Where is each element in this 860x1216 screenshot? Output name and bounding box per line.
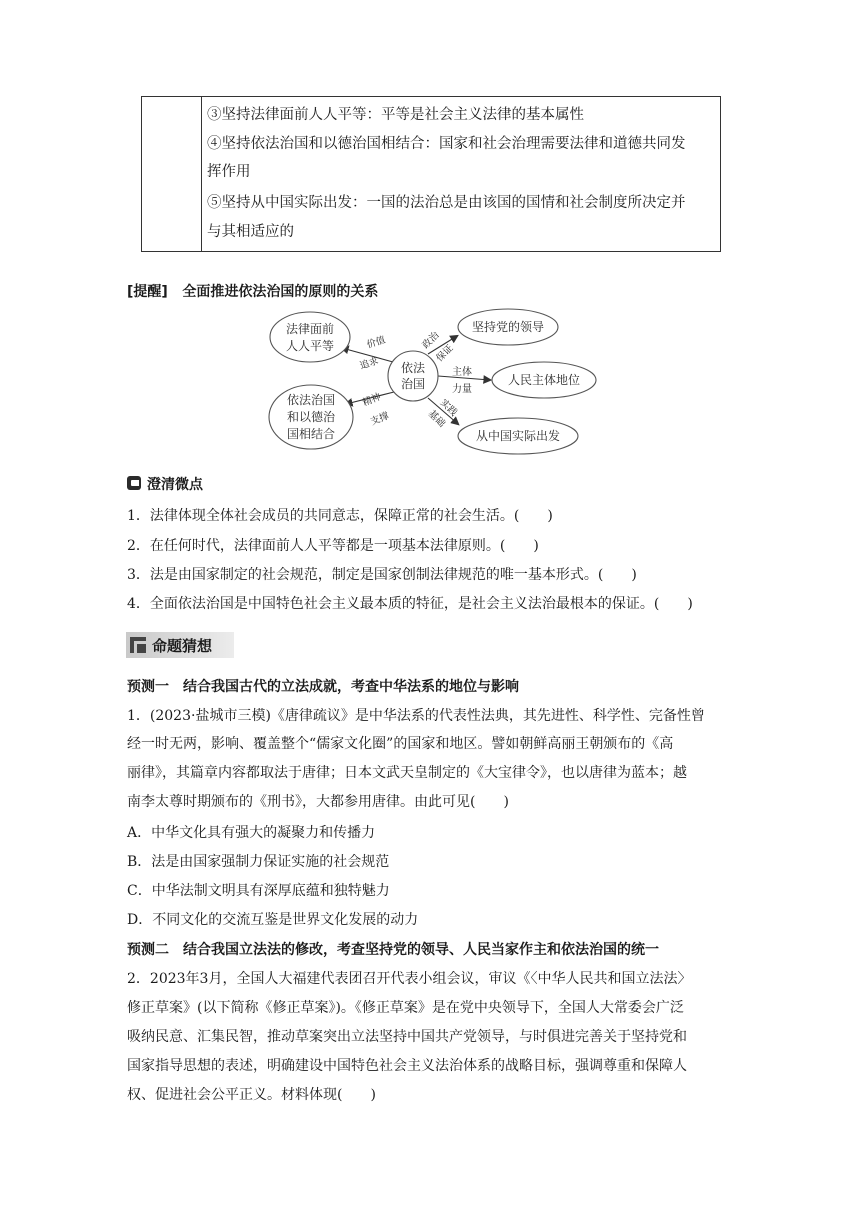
node-label: 国相结合	[286, 427, 336, 441]
clarify-item: 1．法律体现全体社会成员的共同意志，保障正常的社会生活。( )	[127, 508, 553, 524]
node-equality	[270, 312, 350, 362]
question-line: 经一时无两，影响、覆盖整个“儒家文化圈”的国家和地区。譬如朝鲜高丽王朝颁布的《高	[127, 736, 674, 752]
table-line: ③坚持法律面前人人平等：平等是社会主义法律的基本属性	[207, 107, 584, 123]
principles-relationship-diagram	[0, 0, 860, 470]
answer-option: B．法是由国家强制力保证实施的社会规范	[127, 854, 390, 870]
question-line: 吸纳民意、汇集民智，推动草案突出立法坚持中国共产党领导，与时俱进完善关于坚持党和	[127, 1029, 687, 1045]
edge-label: 价值	[365, 334, 388, 351]
table-line: 挥作用	[207, 164, 251, 180]
edge-label: 力量	[452, 384, 472, 395]
table-line: ④坚持依法治国和以德治国相结合：国家和社会治理需要法律和道德共同发	[207, 136, 686, 152]
clarify-item: 3．法是由国家制定的社会规范，制定是国家创制法律规范的唯一基本形式。( )	[127, 567, 637, 583]
table-line: ⑤坚持从中国实际出发：一国的法治总是由该国的国情和社会制度所决定并	[207, 195, 686, 211]
node-label: 依法	[400, 361, 426, 375]
question-line: 国家指导思想的表述，明确建设中国特色社会主义法治体系的战略目标，强调尊重和保障人	[127, 1058, 687, 1074]
question-line: 2．2023年3月，全国人大福建代表团召开代表小组会议，审议《〈中华人民共和国立法法〉	[127, 971, 692, 987]
question-line: 丽律》，其篇章内容都取法于唐律；日本文武天皇制定的《大宝律令》，也以唐律为蓝本；越	[127, 765, 687, 781]
node-rule-of-law	[388, 351, 438, 401]
prediction-2-title: 预测二 结合我国立法法的修改，考查坚持党的领导、人民当家作主和依法治国的统一	[127, 942, 659, 958]
reminder-title: 全面推进依法治国的原则的关系	[182, 284, 379, 300]
node-label: 治国	[400, 377, 426, 391]
edge-label: 实践	[437, 397, 460, 419]
node-label: 依法治国	[286, 393, 336, 407]
question-line: 1．(2023·盐城市三模)《唐律疏议》是中华法系的代表性法典，其先进性、科学性、完备性曾	[127, 708, 705, 724]
clarify-item: 4．全面依法治国是中国特色社会主义最本质的特征，是社会主义法治最根本的保证。( )	[127, 596, 693, 612]
clarify-title: 澄清微点	[147, 477, 203, 493]
edge-label: 支撑	[369, 410, 391, 428]
section-title: 命题猜想	[152, 637, 213, 655]
section-banner	[126, 632, 234, 658]
question-line: 修正草案》(以下简称《修正草案》)。《修正草案》是在党中央领导下，全国人大常委会广泛	[127, 1000, 684, 1016]
answer-option: A．中华文化具有强大的凝聚力和传播力	[127, 825, 376, 841]
edge-label: 政治	[420, 329, 442, 352]
banner-icon	[130, 637, 146, 653]
node-label: 人民主体地位	[507, 373, 581, 387]
table-line: 与其相适应的	[207, 224, 294, 240]
clarify-icon	[127, 476, 141, 490]
edge-label: 精神	[361, 391, 383, 409]
prediction-1-title: 预测一 结合我国古代的立法成就，考查中华法系的地位与影响	[127, 679, 519, 695]
edge-label: 基础	[425, 408, 448, 430]
node-label: 和以德治	[286, 410, 336, 424]
edge-label: 追求	[358, 355, 381, 372]
question-line: 权、促进社会公平正义。材料体现( )	[127, 1087, 376, 1103]
question-line: 南李太尊时期颁布的《刑书》，大都参用唐律。由此可见( )	[127, 794, 509, 810]
node-label: 法律面前	[285, 322, 335, 336]
node-label: 人人平等	[285, 339, 335, 353]
answer-option: C．中华法制文明具有深厚底蕴和独特魅力	[127, 883, 390, 899]
edge-label: 主体	[452, 367, 472, 378]
node-label: 从中国实际出发	[475, 429, 561, 443]
clarify-item: 2．在任何时代，法律面前人人平等都是一项基本法律原则。( )	[127, 538, 539, 554]
answer-option: D．不同文化的交流互鉴是世界文化发展的动力	[127, 912, 419, 928]
node-label: 坚持党的领导	[471, 320, 545, 334]
edge-label: 保证	[434, 342, 456, 365]
reminder-tag: [提醒]	[127, 284, 168, 300]
